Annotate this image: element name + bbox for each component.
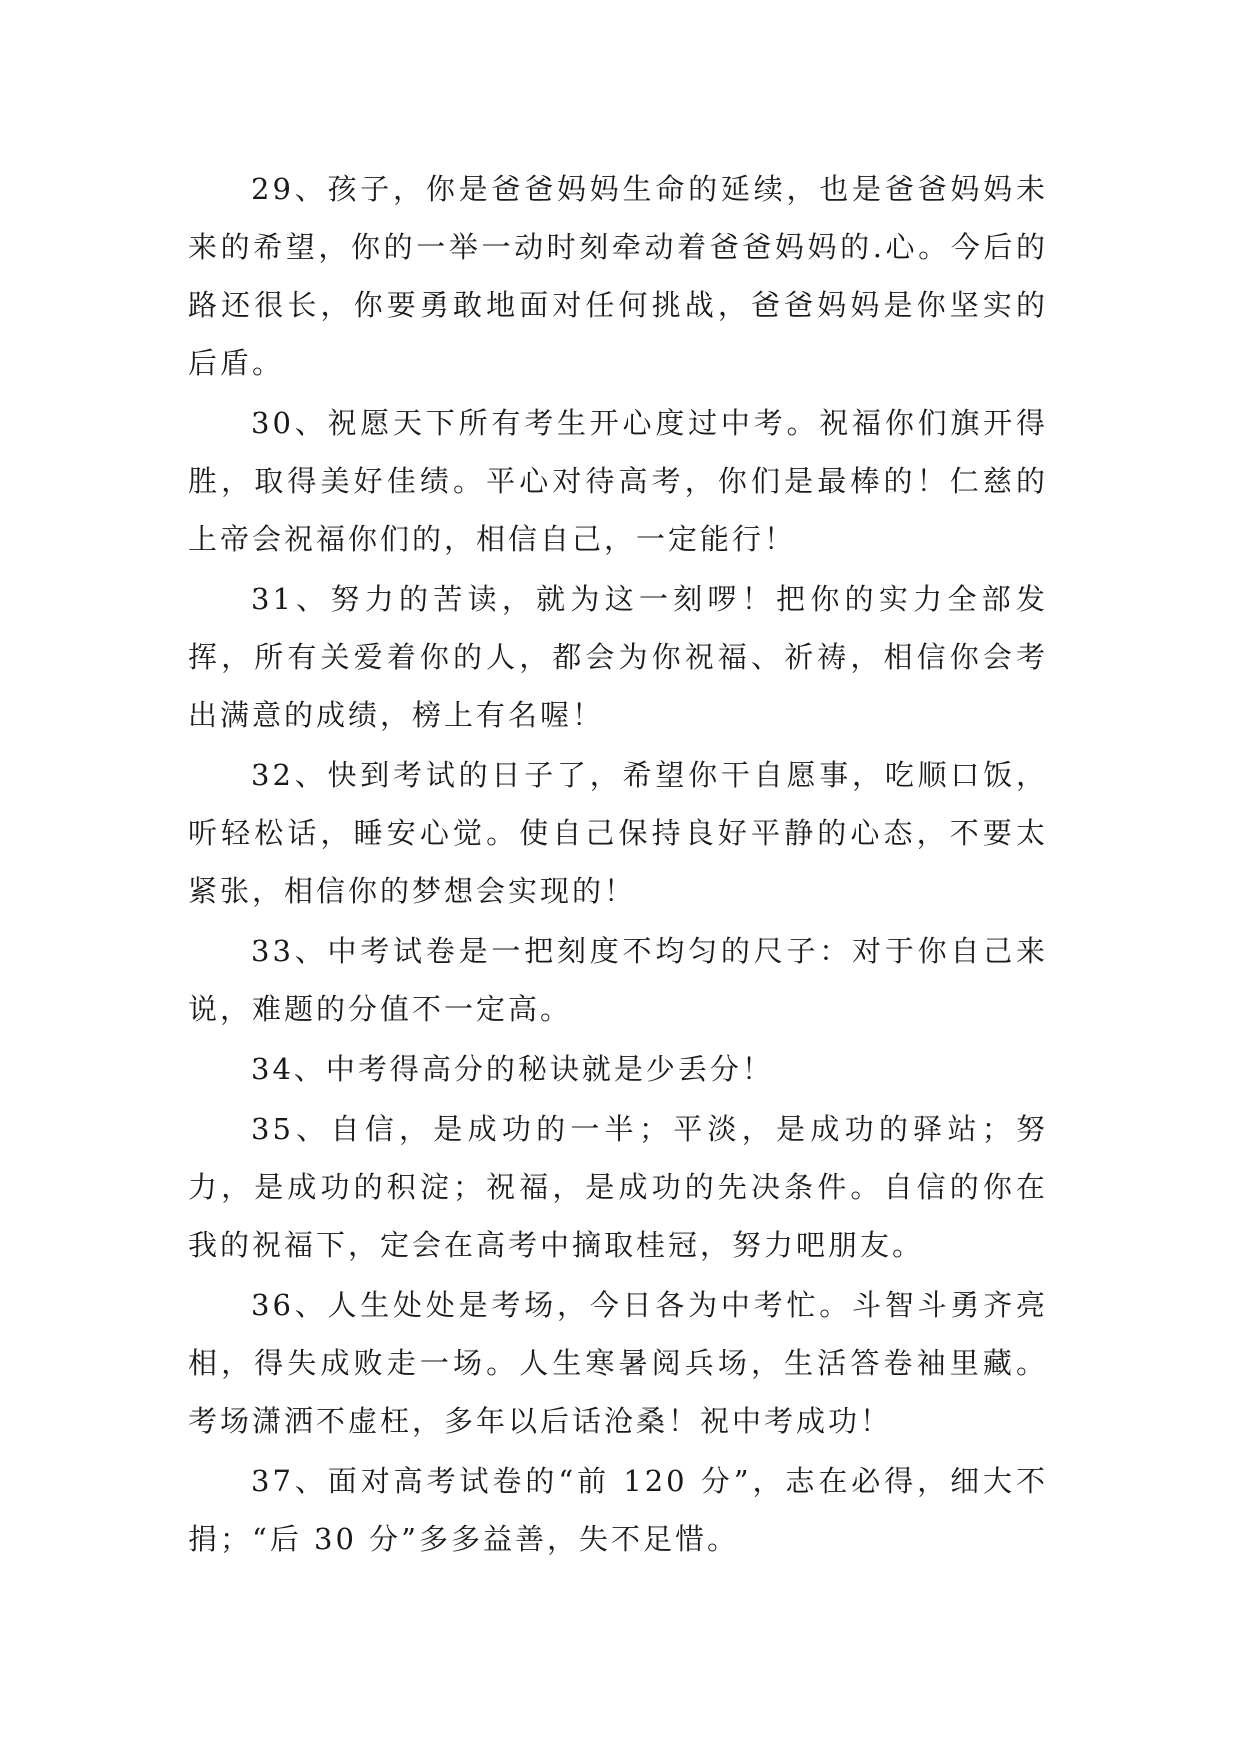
paragraph-32: 32、快到考试的日子了，希望你干自愿事，吃顺口饭，听轻松话，睡安心觉。使自己保持良好平静的心态，不要太紧张，相信你的梦想会实现的！ — [188, 758, 1048, 908]
paragraph-36: 36、人生处处是考场，今日各为中考忙。斗智斗勇齐亮相，得失成败走一场。人生寒暑阅兵场，生活答卷袖里藏。考场潇洒不虚枉，多年以后话沧桑！祝中考成功！ — [188, 1288, 1048, 1438]
paragraph-31: 31、努力的苦读，就为这一刻啰！把你的实力全部发挥，所有关爱着你的人，都会为你祝福、祈祷，相信你会考出满意的成绩，榜上有名喔！ — [188, 582, 1048, 732]
document-body — [188, 160, 1048, 1570]
paragraph-37: 37、面对高考试卷的“前 120 分”，志在必得，细大不捐；“后 30 分”多多益善，失不足惜。 — [188, 1464, 1048, 1556]
paragraph-33: 33、中考试卷是一把刻度不均匀的尺子：对于你自己来说，难题的分值不一定高。 — [188, 934, 1048, 1026]
paragraph-30: 30、祝愿天下所有考生开心度过中考。祝福你们旗开得胜，取得美好佳绩。平心对待高考，你们是最棒的！仁慈的上帝会祝福你们的，相信自己，一定能行！ — [188, 406, 1048, 556]
paragraph-29: 29、孩子，你是爸爸妈妈生命的延续，也是爸爸妈妈未来的希望，你的一举一动时刻牵动着爸爸妈妈的.心。今后的路还很长，你要勇敢地面对任何挑战，爸爸妈妈是你坚实的后盾。 — [188, 172, 1048, 380]
paragraph-34: 34、中考得高分的秘诀就是少丢分！ — [251, 1052, 774, 1086]
paragraph-35: 35、自信，是成功的一半；平淡，是成功的驿站；努力，是成功的积淀；祝福，是成功的先决条件。自信的你在我的祝福下，定会在高考中摘取桂冠，努力吧朋友。 — [188, 1112, 1048, 1262]
